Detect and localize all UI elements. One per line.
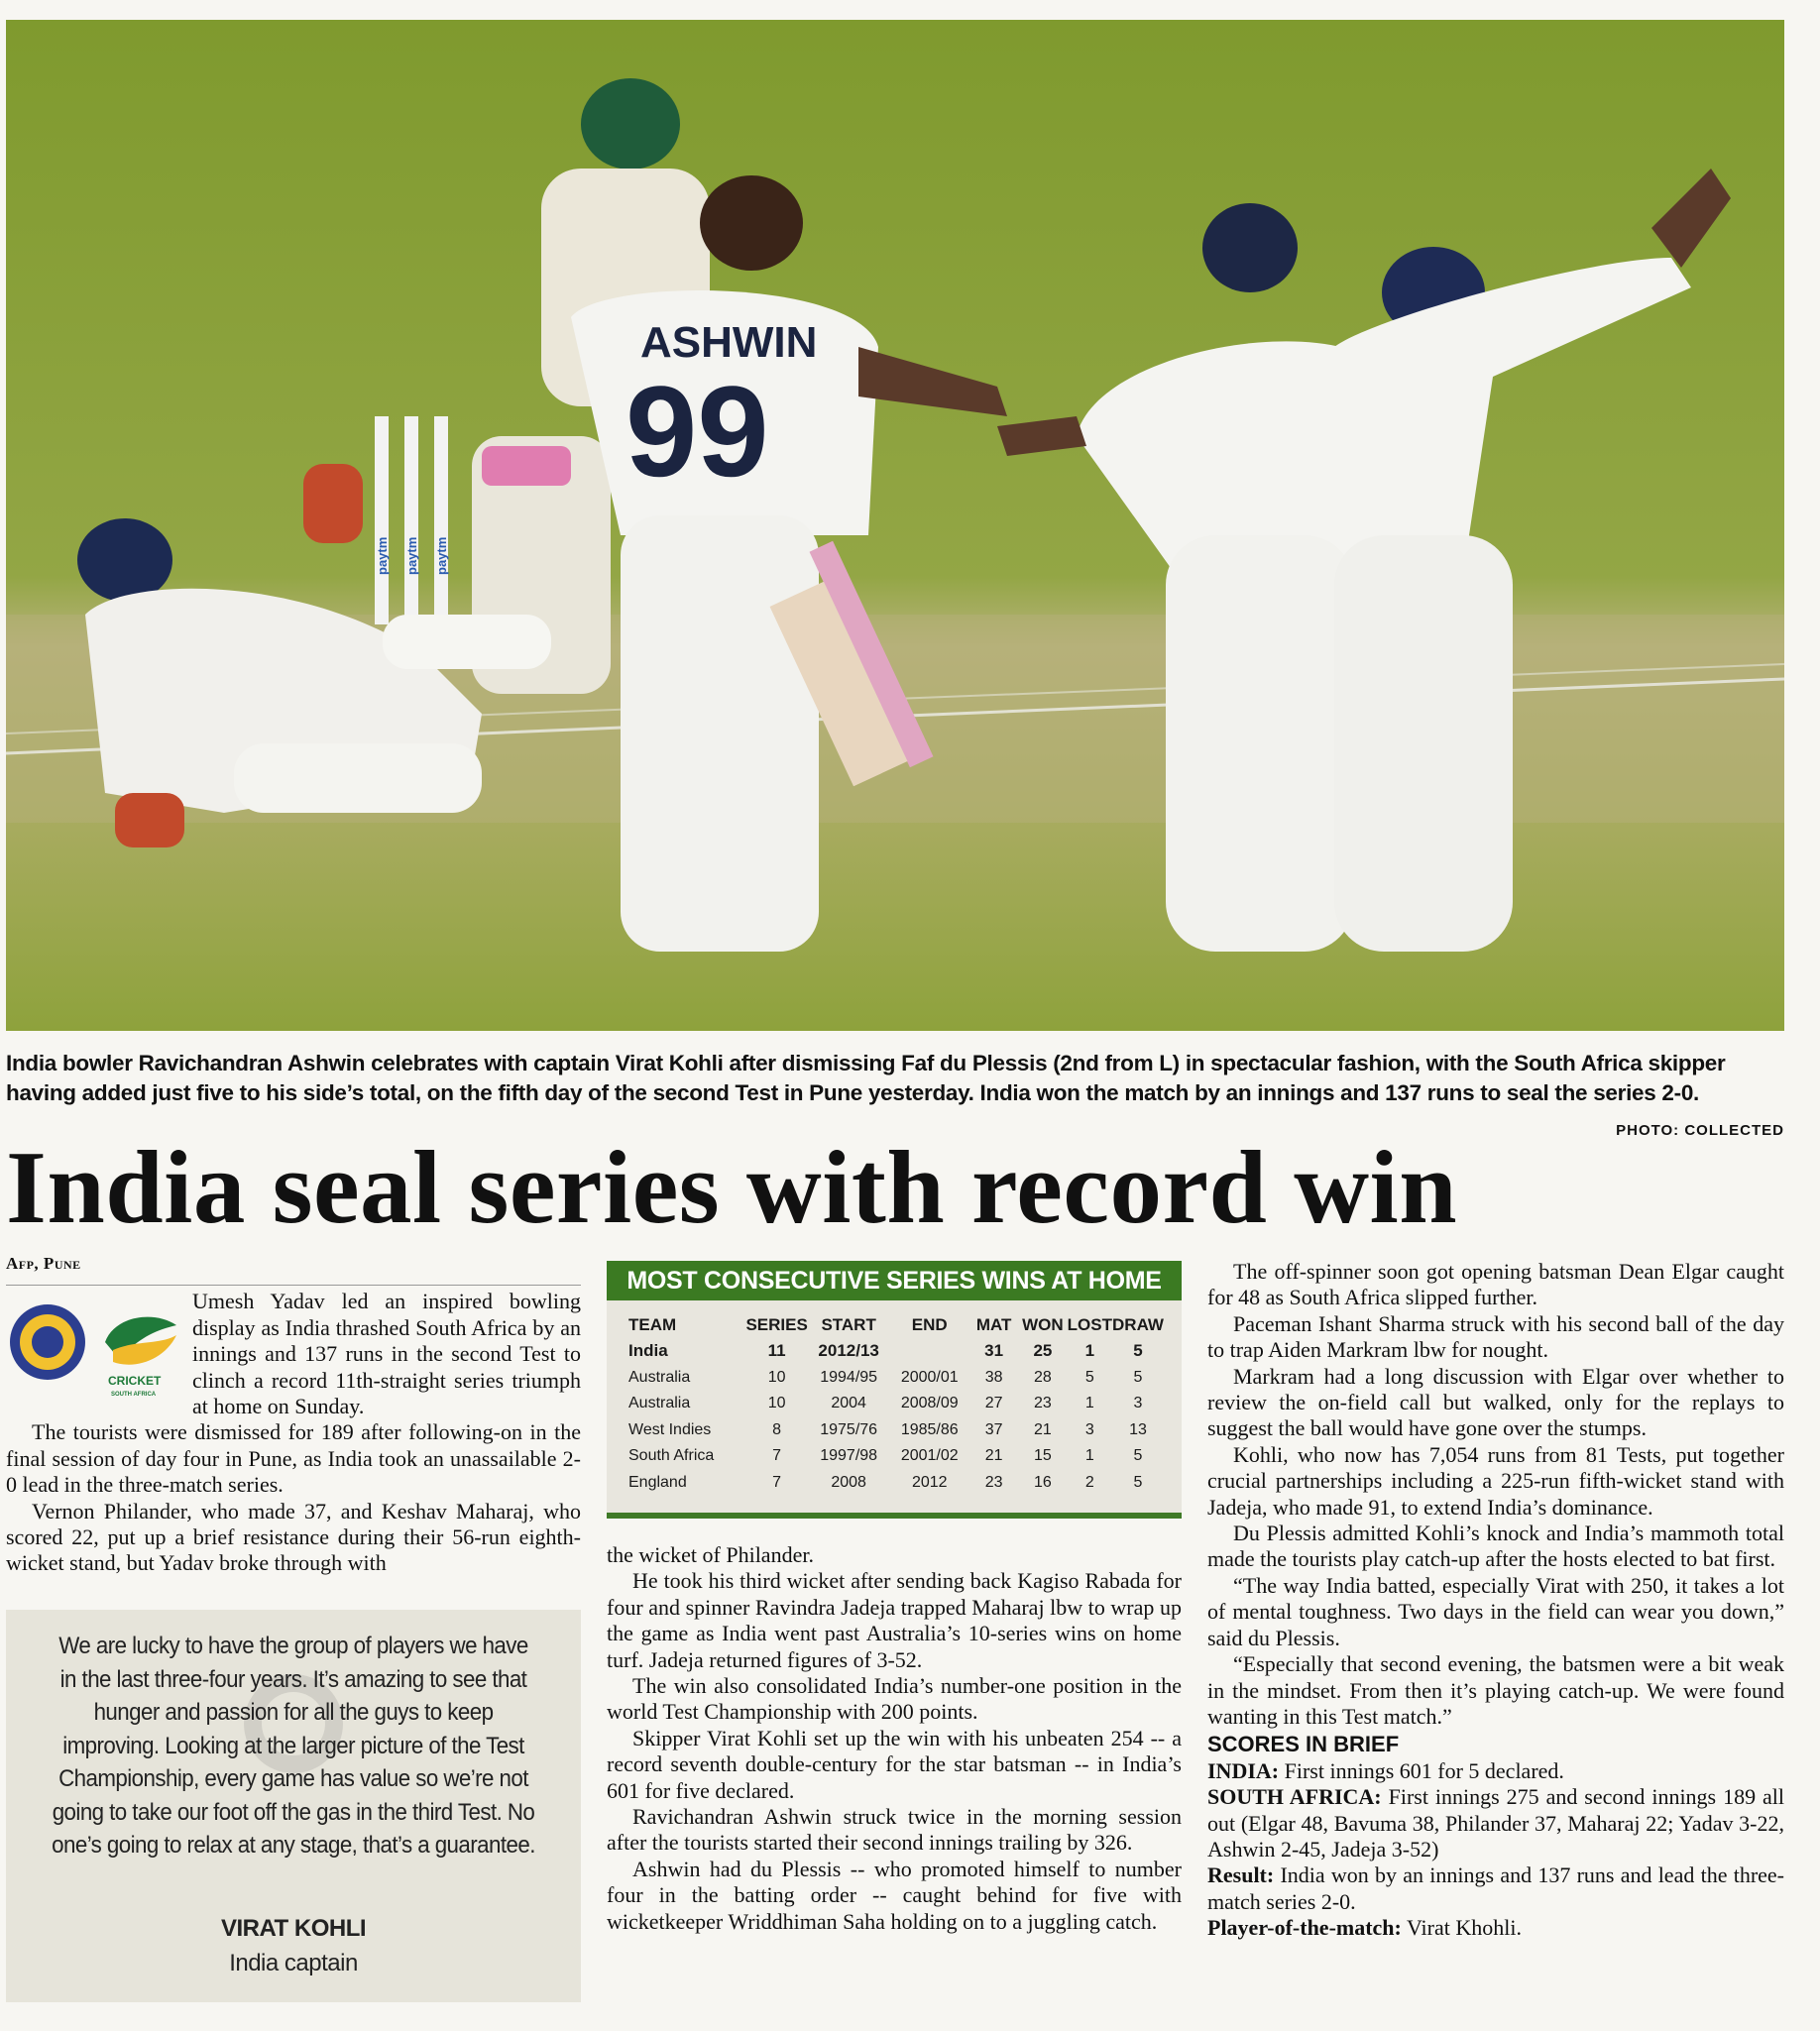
cell: 38 (984, 1368, 1003, 1386)
team-logos (6, 1291, 182, 1402)
score-text: First innings 275 and second innings 189 all out (Elgar 48, Bavuma 38, Philander 37, Maharaj 22; Yadav 3-22, Ashwin 2-45, Jadeja 3-52) (1207, 1784, 1785, 1862)
paragraph: “Especially that second evening, the batsmen were a bit weak in the mindset. From then it’s playing catch-up. We were found wanting in this Test match.” (1207, 1651, 1784, 1729)
col-header-team: TEAM (628, 1315, 677, 1334)
jersey-number: 99 (626, 359, 769, 504)
col-header-mat: MAT (975, 1315, 1012, 1334)
bcci-logo-icon (10, 1304, 85, 1380)
cell: West Indies (628, 1420, 712, 1438)
cell: 28 (1034, 1368, 1052, 1386)
paragraph: Markram had a long discussion with Elgar over whether to review the on-field call but walked, only for the replays to suggest the ball would have gone over the stumps. (1207, 1363, 1784, 1441)
paragraph: Du Plessis admitted Kohli’s knock and India’s mammoth total made the tourists play catch-up after the hosts elected to bat first. (1207, 1521, 1784, 1572)
cell: 5 (1084, 1368, 1094, 1386)
cell: 23 (984, 1473, 1003, 1491)
cell: 21 (1034, 1420, 1052, 1438)
stump-logo: paytm (434, 536, 449, 575)
cell: 7 (772, 1447, 782, 1465)
cell: Australia (628, 1368, 691, 1386)
quote-text: We are lucky to have the group of players we have in the last three-four years. It’s amazing to see that hunger and passion for all the guys to keep improving. Looking at the larger picture of the Test Championship, every game has value so we’re not going to take our foot off the gas in the third Test. No one’s going to relax at any stage, that’s a guarantee. (52, 1633, 535, 1859)
cell: 1994/95 (820, 1368, 878, 1386)
table-row (628, 1338, 1164, 1365)
col-header-draw: DRAW (1112, 1315, 1164, 1334)
cell: 1997/98 (820, 1447, 878, 1465)
cell: South Africa (628, 1447, 715, 1465)
match-photo (6, 20, 1784, 1031)
table-header-row (628, 1312, 1164, 1338)
cell: 1985/86 (900, 1420, 959, 1438)
csa-logo-text: CRICKET (108, 1374, 162, 1389)
cell: 1 (1084, 1395, 1094, 1412)
paragraph: “The way India batted, especially Virat with 250, it takes a lot of mental toughness. Two days in the field can wear you down,” said du Plessis. (1207, 1572, 1784, 1650)
score-text: First innings 601 for 5 declared. (1279, 1757, 1564, 1783)
stump-logo: paytm (404, 536, 419, 575)
cell: 7 (772, 1473, 782, 1491)
col-header-series: SERIES (745, 1315, 808, 1334)
paragraph: Skipper Virat Kohli set up the win with his unbeaten 254 -- a record seventh double-century for the star batsman -- in India’s 601 for five declared. (607, 1725, 1182, 1803)
score-label: INDIA: (1207, 1757, 1280, 1783)
paragraph: Umesh Yadav led an inspired bowling display as India thrashed South Africa by an innings and 137 runs in the second Test to clinch a record 11th-straight series triumph at home on Sunday. (192, 1289, 581, 1419)
cell: 2012/13 (818, 1341, 879, 1361)
score-label: Result: (1207, 1862, 1275, 1888)
cell: 23 (1034, 1395, 1052, 1412)
paragraph: Kohli, who now has 7,054 runs from 81 Tests, put together crucial partnerships including a 225-run fifth-wicket stand with Jadeja, who made 91, to extend India’s dominance. (1207, 1441, 1784, 1520)
paragraph: Ashwin had du Plessis -- who promoted himself to number four in the batting order -- caught behind for five with wicketkeeper Wriddhiman Saha holding on to a juggling catch. (607, 1856, 1182, 1934)
quote-attribution-name: VIRAT KOHLI (220, 1915, 367, 1942)
dateline: Afp, Pune (6, 1254, 81, 1273)
paragraph: Paceman Ishant Sharma struck with his second ball of the day to trap Aiden Markram lbw for nought. (1207, 1310, 1784, 1363)
quote-attribution-role: India captain (229, 1950, 358, 1976)
cell: 5 (1133, 1447, 1143, 1465)
article-column-3 (1207, 1259, 1784, 1942)
table-row (628, 1391, 1164, 1417)
paragraph: Vernon Philander, who made 37, and Keshav Maharaj, who scored 22, put up a brief resistance during their 56-run eighth-wicket stand, but Yadav broke through with (6, 1498, 581, 1576)
cell: 25 (1033, 1341, 1053, 1361)
cell: 3 (1133, 1395, 1143, 1412)
cell: 2 (1084, 1473, 1094, 1491)
table-title: MOST CONSECUTIVE SERIES WINS AT HOME (607, 1261, 1182, 1300)
cell: 15 (1034, 1447, 1052, 1465)
cell: 10 (767, 1368, 786, 1386)
cell: 10 (767, 1395, 786, 1412)
stumps-graphic (375, 416, 449, 624)
score-label: SOUTH AFRICA: (1207, 1784, 1382, 1810)
cell: 37 (984, 1420, 1003, 1438)
table-row (628, 1443, 1164, 1470)
paragraph: The win also consolidated India’s number-one position in the world Test Championship with 200 points. (607, 1673, 1182, 1725)
caption-text: India bowler Ravichandran Ashwin celebrates with captain Virat Kohli after dismissing Faf du Plessis (2nd from L) in spectacular fashion, with the South Africa skipper having added just five to his side’s total, on the fifth day of the second Test in Pune yesterday. India won the match by an innings and 137 runs to seal the series 2-0. (6, 1051, 1726, 1105)
cell: 8 (772, 1420, 782, 1438)
cell: 1975/76 (820, 1420, 878, 1438)
series-wins-table (628, 1312, 1164, 1496)
cell: 2008/09 (900, 1395, 959, 1412)
article-column-2 (607, 1542, 1182, 1935)
cell: 21 (984, 1447, 1003, 1465)
cell: 2001/02 (900, 1447, 959, 1465)
score-line-player-of-match (1207, 1915, 1784, 1941)
cell: 5 (1133, 1341, 1143, 1361)
score-line-result (1207, 1862, 1784, 1915)
score-line-south-africa (1207, 1784, 1784, 1862)
scores-heading: SCORES IN BRIEF (1207, 1732, 1400, 1757)
cell: 2012 (911, 1473, 948, 1491)
col-header-start: START (821, 1315, 876, 1334)
table-row (628, 1470, 1164, 1497)
score-text: Virat Khohli. (1401, 1915, 1522, 1941)
score-line-india (1207, 1758, 1784, 1784)
csa-logo-subtext: SOUTH AFRICA (111, 1392, 157, 1399)
stats-table-box (607, 1261, 1182, 1519)
cell: India (628, 1341, 668, 1361)
paragraph: the wicket of Philander. (607, 1542, 814, 1567)
cell: 3 (1084, 1420, 1094, 1438)
col-header-lost: LOST (1067, 1315, 1112, 1334)
cell: 31 (984, 1341, 1004, 1361)
cell: 1 (1084, 1447, 1094, 1465)
pull-quote-box (6, 1610, 581, 2002)
cell: 1 (1084, 1341, 1095, 1361)
col-header-won: WON (1022, 1315, 1064, 1334)
paragraph: The tourists were dismissed for 189 after following-on in the final session of day four in Pune, as India took an unassailable 2-0 lead in the three-match series. (6, 1419, 581, 1498)
cell: 27 (984, 1395, 1003, 1412)
score-label: Player-of-the-match: (1207, 1915, 1402, 1941)
cell: 2000/01 (900, 1368, 959, 1386)
cell: 5 (1133, 1368, 1143, 1386)
headline: India seal series with record win (6, 1129, 1458, 1245)
cell: 2008 (831, 1473, 866, 1491)
cell: Australia (628, 1395, 691, 1412)
stump-logo: paytm (375, 536, 390, 575)
cell: 16 (1034, 1473, 1052, 1491)
dateline-rule (6, 1285, 581, 1286)
cell: England (628, 1473, 687, 1491)
table-row (628, 1365, 1164, 1392)
cell: 11 (767, 1341, 786, 1361)
paragraph: He took his third wicket after sending back Kagiso Rabada for four and spinner Ravindra Jadeja trapped Maharaj lbw to wrap up the game as India went past Australia’s 10-series wins on home turf. Jadeja returned figures of 3-52. (607, 1568, 1182, 1672)
cell: 13 (1129, 1420, 1147, 1438)
cell (889, 1338, 969, 1365)
cell: 2004 (831, 1395, 866, 1412)
photo-credit: PHOTO: COLLECTED (1616, 1122, 1784, 1139)
table-row (628, 1417, 1164, 1444)
jersey-name: ASHWIN (640, 318, 818, 367)
paragraph: The off-spinner soon got opening batsman Dean Elgar caught for 48 as South Africa slipped further. (1207, 1259, 1784, 1310)
csa-logo-icon (105, 1317, 176, 1398)
cell: 5 (1133, 1473, 1143, 1491)
paragraph: Ravichandran Ashwin struck twice in the morning session after the tourists started their second innings trailing by 326. (607, 1804, 1182, 1856)
article-column-1 (6, 1251, 581, 1577)
score-text: India won by an innings and 137 runs and lead the three-match series 2-0. (1207, 1862, 1784, 1914)
col-header-end: END (911, 1315, 948, 1334)
